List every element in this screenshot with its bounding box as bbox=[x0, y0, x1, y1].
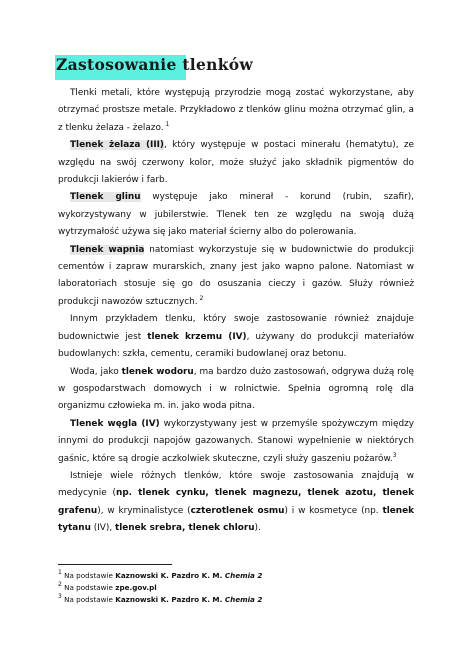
page-title: Zastosowanie tlenków bbox=[56, 55, 254, 74]
footnote-ref: 2 bbox=[197, 294, 204, 302]
text-run: natomiast wykorzystuje się w budownictwie do produkcji cementów i zapraw murarskich, znany jest jako wapno palone. Natomiast w laboratoriach stosuje się go do osuszania cieczy i gazów. Służy również produkcji nawozów sztucznych. bbox=[58, 244, 414, 307]
footnote-ref: 1 bbox=[163, 120, 170, 128]
text-run: ), w kryminalistyce ( bbox=[97, 505, 191, 516]
footnote-prefix: Na podstawie bbox=[61, 595, 116, 605]
footnote-source: zpe.gov.pl bbox=[115, 583, 157, 593]
text-run: występuje jako minerał - korund (rubin, szafir), wykorzystywany w jubilerstwie. Tlenek ten ze względu na swoją dużą wytrzymałość używa się jako materiał ścierny albo do polerowania. bbox=[58, 192, 414, 238]
text-run: Tlenki metali, które występują przyrodzie mogą zostać wykorzystane, aby otrzymać prostsze metale. Przykładowo z tlenków glinu można otrzymać glin, a z tlenku żelaza - żelazo. bbox=[58, 88, 414, 133]
footnote-source: Kaznowski K. Pazdro K. M. bbox=[115, 571, 223, 580]
footnote-source: Kaznowski K. Pazdro K. M. bbox=[115, 595, 223, 605]
footnotes bbox=[58, 570, 418, 607]
text-run: wykorzystywany jest w przemyśle spożywczym między innymi do produkcji napojów gazowanych. Stanowi wypełnienie w niektórych gaśnic, które są drogie aczkolwiek skuteczne, czyli służy gaszeniu pożarów. bbox=[58, 418, 414, 464]
footnote-number: 2 bbox=[58, 581, 62, 589]
text-run: , ma bardzo dużo zastosowań, odgrywa dużą rolę w gospodarstwach domowych i w rolnictwie. Spełnia ogromną rolę dla organizmu człowieka m. in. jako woda pitna. bbox=[58, 366, 414, 412]
footnote-number: 3 bbox=[58, 593, 62, 601]
footnote-prefix: Na podstawie bbox=[61, 571, 116, 580]
text-run: , używany do produkcji materiałów budowlanych: szkła, cementu, ceramiki budowlanej oraz betonu. bbox=[58, 331, 415, 360]
footnote-3 bbox=[58, 594, 418, 606]
paragraph-intro bbox=[58, 85, 414, 137]
text-run: , który występuje w postaci minerału (hematytu), ze względu na swój czerwony kolor, może służyć jako składnik pigmentów do produkcji lakierów i farb. bbox=[58, 140, 414, 186]
paragraph-zelaza bbox=[58, 137, 414, 189]
bold-term: tlenek srebra, tlenek chloru bbox=[114, 523, 255, 534]
paragraph-inne bbox=[58, 468, 414, 538]
bold-term: Tlenek węgla (IV) bbox=[70, 418, 160, 429]
footnote-separator bbox=[58, 564, 172, 565]
bold-term: tlenek wodoru bbox=[121, 366, 194, 377]
body-text bbox=[58, 85, 414, 538]
bold-term: Tlenek wapnia bbox=[70, 244, 145, 255]
footnote-ref: 3 bbox=[392, 451, 397, 459]
bold-term: Tlenek glinu bbox=[70, 192, 141, 203]
text-run: Woda, jako bbox=[70, 366, 122, 377]
footnote-title: Chemia 2 bbox=[222, 571, 263, 580]
bold-term: tlenek tytanu bbox=[58, 505, 415, 534]
paragraph-wodoru bbox=[58, 364, 414, 416]
paragraph-wapnia bbox=[58, 242, 414, 312]
paragraph-wegla bbox=[58, 416, 414, 468]
paragraph-glinu bbox=[58, 189, 414, 241]
text-run: ). bbox=[254, 523, 261, 534]
bold-term: np. tlenek cynku, tlenek magnezu, tlenek azotu, tlenek grafenu bbox=[58, 488, 414, 516]
paragraph-krzemu bbox=[58, 311, 414, 363]
text-run: Istnieje wiele różnych tlenków, które swoje zastosowania znajdują w medycynie ( bbox=[58, 470, 414, 499]
footnote-title: Chemia 2 bbox=[222, 595, 263, 605]
footnote-number: 1 bbox=[58, 569, 62, 576]
text-run: ) i w kosmetyce (np. bbox=[284, 505, 383, 516]
text-run: (IV), bbox=[90, 523, 115, 534]
bold-term: tlenek krzemu (IV) bbox=[147, 331, 247, 342]
footnote-1 bbox=[58, 570, 418, 582]
bold-term: czterotlenek osmu bbox=[190, 505, 285, 516]
footnote-prefix: Na podstawie bbox=[61, 583, 116, 593]
footnote-2 bbox=[58, 582, 418, 594]
bold-term: Tlenek żelaza (III) bbox=[70, 140, 164, 151]
text-run: Innym przykładem tlenku, który swoje zastosowanie również znajduje budownictwie jest bbox=[58, 314, 414, 342]
